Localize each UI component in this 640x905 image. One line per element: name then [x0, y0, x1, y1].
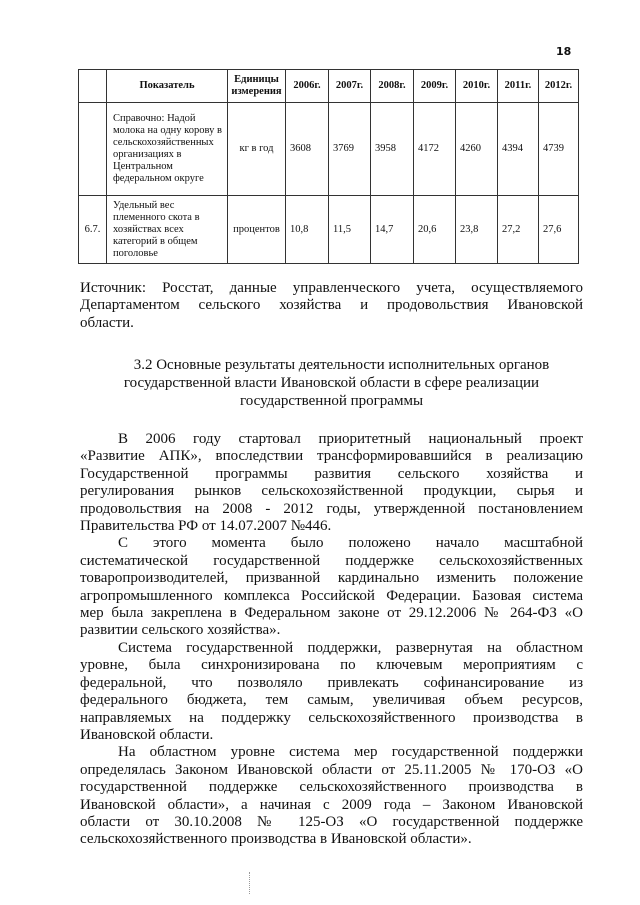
header-cell: 2009г.	[414, 70, 456, 103]
text-line: развитии сельского хозяйства».	[80, 622, 281, 639]
text-line: федеральной, что позволяло привлекать софинансирование из	[80, 674, 583, 691]
text-line: В 2006 году стартовал приоритетный национальный проект	[118, 431, 583, 447]
paragraph	[80, 431, 583, 535]
text-line: определялась Законом Ивановской области от 25.11.2005 № 170-ОЗ «О	[80, 761, 583, 778]
text-line: Система государственной поддержки, развернутая на областном	[118, 639, 583, 656]
table-row	[79, 103, 579, 196]
text-line: Правительства РФ от 14.07.2007 №446.	[80, 518, 332, 535]
text-line: государственной поддержке сельскохозяйственного производства в	[80, 779, 583, 796]
heading-line: государственной власти Ивановской области в сфере реализации	[123, 375, 540, 391]
header-cell: 2008г.	[371, 70, 414, 103]
table-header-row	[79, 70, 579, 103]
value-cell: 14,7	[371, 196, 414, 264]
text-line: Ивановской области.	[80, 726, 214, 743]
value-cell: 27,2	[498, 196, 539, 264]
heading-line: 3.2 Основные результаты деятельности исполнительных органов	[133, 357, 550, 373]
text-line: сельскохозяйственного производства в Ивановской области».	[80, 831, 472, 848]
text-line: систематической государственной поддержке сельскохозяйственных	[80, 552, 583, 569]
value-cell: 11,5	[329, 196, 371, 264]
paragraph	[80, 640, 583, 744]
value-cell: 3608	[286, 103, 329, 196]
text-line: С этого момента было положено начало масштабной	[118, 535, 583, 552]
text-line: области от 30.10.2008 № 125-ОЗ «О государственной поддержке	[80, 813, 583, 830]
value-cell: 27,6	[539, 196, 579, 264]
scan-mark	[249, 872, 251, 894]
indicator-cell: Удельный вес племенного скота в хозяйствах всех категорий в общем поголовье	[107, 196, 228, 264]
header-cell: 2012г.	[539, 70, 579, 103]
value-cell: 4260	[456, 103, 498, 196]
header-cell: 2006г.	[286, 70, 329, 103]
text-line: агропромышленного комплекса Российской Федерации. Базовая система	[80, 587, 583, 604]
text-line: мер была закреплена в Федеральном законе от 29.12.2006 № 264-ФЗ «О	[80, 605, 583, 622]
header-cell: 2007г.	[329, 70, 371, 103]
paragraph	[80, 744, 583, 848]
text-line: «Развитие АПК», впоследствии трансформировавшийся в реализацию	[80, 448, 583, 465]
page-number: 18	[556, 45, 572, 58]
source-note	[80, 280, 583, 332]
text-line: области.	[80, 314, 134, 331]
heading-line: государственной программы	[239, 393, 424, 409]
text-line: регулирования рынков сельскохозяйственной продукции, сырья и	[80, 483, 583, 500]
row-number: 6.7.	[79, 196, 107, 264]
unit-cell: кг в год	[228, 103, 286, 196]
value-cell: 3769	[329, 103, 371, 196]
text-line: Ивановской области», а начиная с 2009 года – Законом Ивановской	[80, 796, 583, 813]
text-line: уровне, была синхронизирована по ключевым мероприятиям с	[80, 657, 583, 674]
text-line: Государственной программы развития сельского хозяйства и	[80, 465, 583, 482]
text-line: На областном уровне система мер государственной поддержки	[118, 744, 583, 761]
row-number	[79, 103, 107, 196]
body-text	[80, 431, 583, 849]
header-cell: 2011г.	[498, 70, 539, 103]
unit-cell: процентов	[228, 196, 286, 264]
section-heading	[80, 356, 583, 410]
value-cell: 23,8	[456, 196, 498, 264]
paragraph	[80, 535, 583, 639]
text-line: Департаментом сельского хозяйства и продовольствия Ивановской	[80, 297, 583, 314]
text-line: продовольствия на 2008 - 2012 годы, утвержденной постановлением	[80, 500, 583, 517]
value-cell: 4739	[539, 103, 579, 196]
value-cell: 4172	[414, 103, 456, 196]
header-cell	[79, 70, 107, 103]
value-cell: 4394	[498, 103, 539, 196]
table-row	[79, 196, 579, 264]
value-cell: 10,8	[286, 196, 329, 264]
indicators-table	[78, 69, 579, 264]
text-line: Источник: Росстат, данные управленческого учета, осуществляемого	[80, 280, 583, 296]
value-cell: 3958	[371, 103, 414, 196]
text-line: направляемых на поддержку сельскохозяйственного производства в	[80, 709, 583, 726]
text-line: товаропроизводителей, призванной кардинально изменить положение	[80, 570, 583, 587]
value-cell: 20,6	[414, 196, 456, 264]
header-cell: 2010г.	[456, 70, 498, 103]
header-cell: Показатель	[107, 70, 228, 103]
text-line: федерального бюджета, тем самым, увеличивая объем ресурсов,	[80, 692, 583, 709]
indicator-cell: Справочно: Надой молока на одну корову в сельскохозяйственных организациях в Центральном федеральном округе	[107, 103, 228, 196]
header-cell: Единицы измерения	[228, 70, 286, 103]
